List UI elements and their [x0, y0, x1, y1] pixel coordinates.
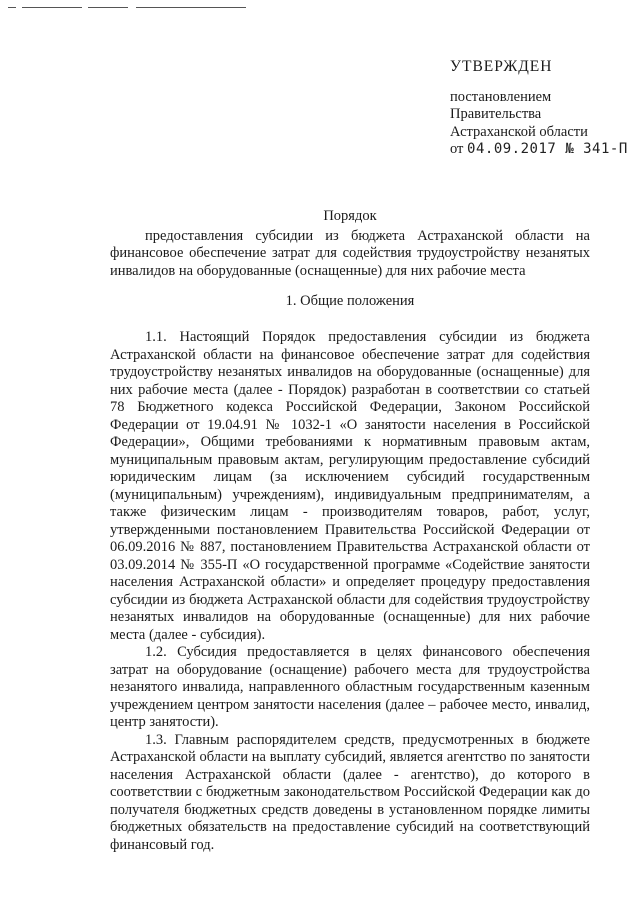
- approval-date-number: 04.09.2017 № 341-П: [467, 141, 628, 157]
- paragraph-1-1: 1.1. Настоящий Порядок предоставления субсидии из бюджета Астраханской области на финансовое обеспечение затрат для содействия трудоустройству незанятых инвалидов на оборудованные (оснащенные) для них рабочие места (далее - Порядок) разработан в соответствии со статьей 78 Бюджетного кодекса Российской Федерации, Законом Российской Федерации от 19.04.91 № 1032-1 «О занятости населения в Российской Федерации», Общими требованиями к нормативным правовым актам, муниципальным правовым актам, регулирующим предоставление субсидий юридическим лицам (за исключением субсидий государственным (муниципальным) учреждениям), индивидуальным предпринимателям, а также физическим лицам - производителям товаров, работ, услуг, утвержденными постановлением Правительства Российской Федерации от 06.09.2016 № 887, постановлением Правительства Астраханской области от 03.09.2014 № 355-П «О государственной программе «Содействие занятости населения Астраханской области» и определяет процедуру предоставления субсидии из бюджета Астраханской области для содействия трудоустройству незанятых инвалидов на оборудованные (оснащенные) для них рабочие места (далее - субсидия).: [110, 329, 590, 643]
- approval-date-prefix: от: [450, 141, 464, 157]
- paragraph-1-3: 1.3. Главным распорядителем средств, предусмотренных в бюджете Астраханской области на выплату субсидий, является агентство по занятости населения Астраханской области (далее - агентство), до которого в соответствии с бюджетным законодательством Российской Федерации как до получателя бюджетных средств доведены в установленном порядке лимиты бюджетных обязательств на предоставление субсидий на соответствующий финансовый год.: [110, 731, 590, 853]
- document-subtitle: предоставления субсидии из бюджета Астраханской области на финансовое обеспечение затрат для содействия трудоустройству незанятых инвалидов на оборудованные (оснащенные) для них рабочие места: [110, 227, 590, 279]
- document-title: Порядок: [323, 208, 377, 224]
- scan-artifact-lines: [8, 7, 248, 11]
- approval-line-decree: постановлением: [450, 88, 552, 105]
- document-body: [110, 329, 590, 854]
- document-title-block: [110, 208, 590, 280]
- approval-line-region: Астраханской области: [450, 123, 588, 140]
- approval-stamp: [450, 58, 635, 159]
- approval-line-government: Правительства: [450, 106, 542, 122]
- section-heading: 1. Общие положения: [285, 293, 415, 309]
- approval-title: УТВЕРЖДЕН: [450, 58, 553, 75]
- approval-date-line: [450, 141, 635, 159]
- paragraph-1-2: 1.2. Субсидия предоставляется в целях финансового обеспечения затрат на оборудование (оснащение) рабочего места для трудоустройства незанятого инвалида, направленного областным государственным казенным учреждением центром занятости населения (далее – рабочее место, инвалид, центр занятости).: [110, 644, 590, 730]
